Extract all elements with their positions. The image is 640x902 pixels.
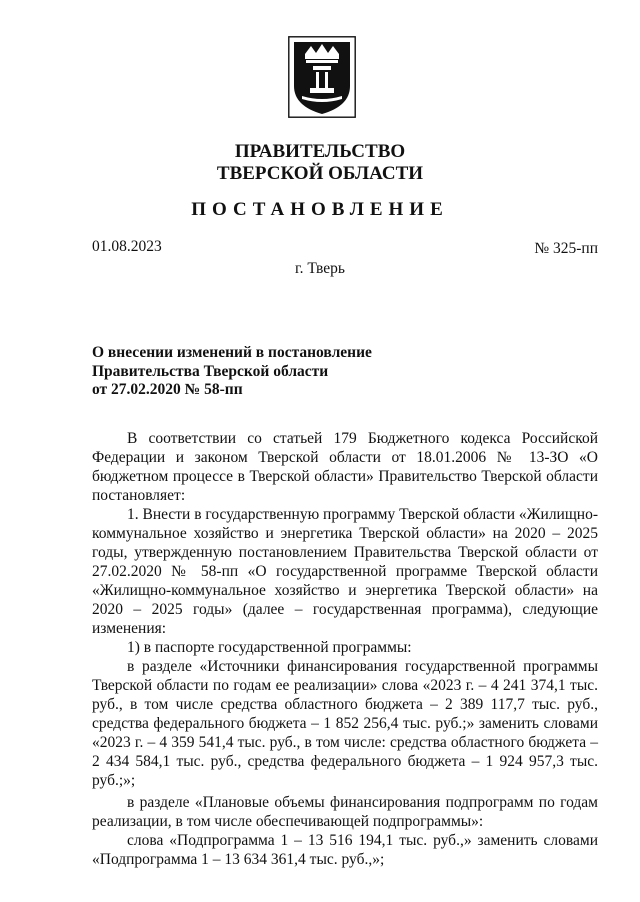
body-paragraph: 1. Внести в государственную программу Тверской области «Жилищно-коммунальное хозяйство и энергетика Тверской области» на 2020 – 2025 годы, утвержденную постановлением Правительства Тверской области от 27.02.2020 № 58-пп «О государственной программе Тверской области «Жилищно-коммунальное хозяйство и энергетика Тверской области» на 2020 – 2025 годы» (далее – государственная программа), следующие изменения: — [92, 506, 598, 637]
government-title-line1: ПРАВИТЕЛЬСТВО — [234, 141, 406, 162]
government-title-line2: ТВЕРСКОЙ ОБЛАСТИ — [216, 163, 424, 184]
decree-body — [92, 429, 598, 869]
body-paragraph: В соответствии со статьей 179 Бюджетного кодекса Российской Федерации и законом Тверской области от 18.01.2006 № 13-ЗО «О бюджетном процессе в Тверской области» Правительство Тверской области постановляет: — [92, 430, 598, 504]
decree-city: г. Тверь — [295, 260, 345, 277]
decree-number: № 325-пп — [534, 240, 598, 257]
subject-line: от 27.02.2020 № 58-пп — [92, 381, 243, 398]
subject-line: О внесении изменений в постановление — [92, 344, 372, 361]
decree-date: 01.08.2023 — [92, 238, 162, 255]
body-paragraph: в разделе «Источники финансирования государственной программы Тверской области по годам ее реализации» слова «2023 г. – 4 241 374,1 тыс. руб., в том числе средства областного бюджета – 2 389 117,7 тыс. руб., средства федерального бюджета – 1 852 256,4 тыс. руб.;» заменить словами «2023 г. – 4 359 541,4 тыс. руб., в том числе: средства областного бюджета – 2 434 584,1 тыс. руб., средства федерального бюджета – 1 924 957,3 тыс. руб.;»; — [92, 658, 598, 789]
decree-title: ПОСТАНОВЛЕНИЕ — [191, 199, 449, 220]
body-paragraph: слова «Подпрограмма 1 – 13 516 194,1 тыс. руб.,» заменить словами «Подпрограмма 1 – 13 634 361,4 тыс. руб.,»; — [92, 832, 598, 868]
decree-subject — [92, 344, 372, 400]
body-paragraph: 1) в паспорте государственной программы: — [127, 639, 412, 656]
body-paragraph: в разделе «Плановые объемы финансирования подпрограмм по годам реализации, в том числе обеспечивающей подпрограммы»: — [92, 794, 598, 830]
tver-coat-of-arms-icon — [288, 36, 356, 118]
subject-line: Правительства Тверской области — [92, 362, 329, 380]
